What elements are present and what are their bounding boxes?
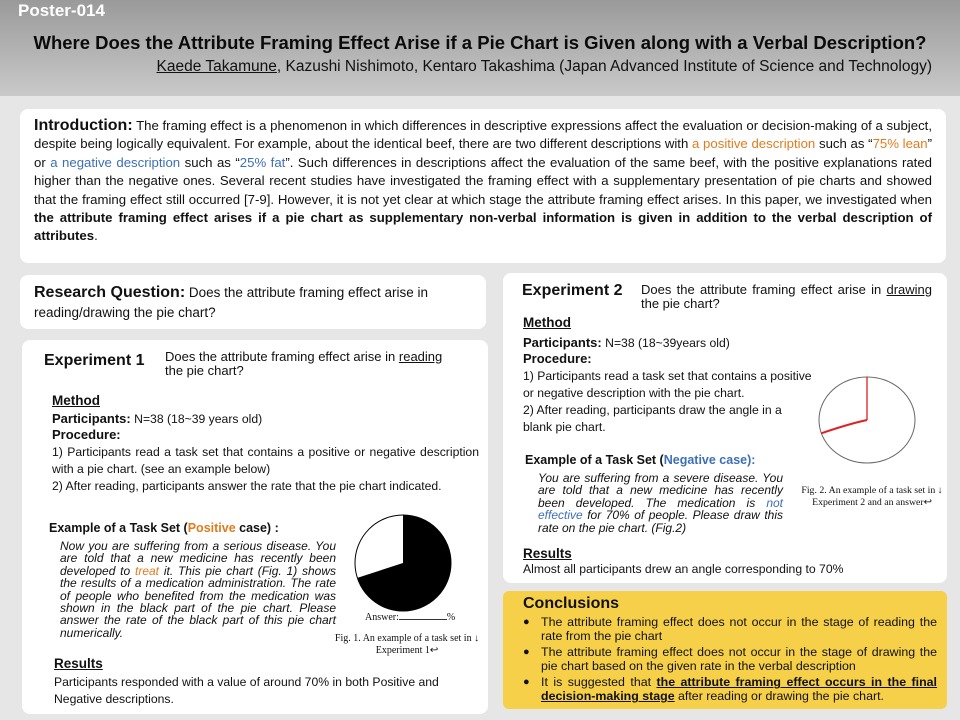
figure-2-pie-chart xyxy=(817,375,917,465)
positive-description: a positive description xyxy=(692,136,816,152)
experiment-2-method-heading: Method xyxy=(523,315,571,330)
conclusion-item: ● The attribute framing effect does not occur in the stage of reading the rate from the pie chart xyxy=(523,616,937,643)
experiment-2-task-text: You are suffering from a severe disease. You are told that a new medicine has recently been developed. The medication is not effective for 70% of people. Please draw this rate on the pie chart. (Fig.2) xyxy=(538,471,783,535)
conclusion-item: ● It is suggested that the attribute framing effect occurs in the final decision-making stage after reading or drawing the pie chart. xyxy=(523,676,937,703)
figure-1-answer-line: Answer: % xyxy=(365,612,456,623)
experiment-1-participants: Participants: N=38 (18~39 years old) xyxy=(52,411,263,426)
positive-example: 75% lean xyxy=(872,136,928,152)
experiment-1-question: Does the attribute framing effect arise in reading the pie chart? xyxy=(165,349,443,378)
experiment-2-title: Experiment 2 xyxy=(522,282,623,299)
experiment-1-panel xyxy=(22,340,488,714)
other-authors: , Kazushi Nishimoto, Kentaro Takashima (Japan Advanced Institute of Science and Technology) xyxy=(276,58,932,75)
experiment-2-question: Does the attribute framing effect arise in drawing the pie chart? xyxy=(641,282,932,311)
experiment-2-step-1: 1) Participants read a task set that contains a positive or negative description with the pie chart. xyxy=(523,369,812,400)
authors xyxy=(157,58,933,76)
conclusions-panel xyxy=(503,591,947,709)
research-question-text: Research Question: Does the attribute framing effect arise in reading/drawing the pie chart? xyxy=(34,284,429,320)
experiment-1-step-1: 1) Participants read a task set that contains a positive or negative description with a pie chart. (see an example below) xyxy=(52,445,479,476)
experiment-2-step-2: 2) After reading, participants draw the angle in a blank pie chart. xyxy=(523,403,782,434)
introduction-key-point: the attribute framing effect arises if a pie chart as supplementary non-verbal information is given in addition to the verbal description of attributes xyxy=(34,210,932,244)
experiment-1-step-2: 2) After reading, participants answer the rate that the pie chart indicated. xyxy=(52,479,442,493)
figure-2-caption: Fig. 2. An example of a task set in ↓ Experiment 2 and an answer↩ xyxy=(801,485,943,508)
figure-1-pie-chart xyxy=(352,512,454,614)
experiment-2-panel xyxy=(503,273,947,583)
introduction-panel xyxy=(20,109,946,263)
presenting-author: Kaede Takamune xyxy=(156,58,277,75)
conclusion-item: ● The attribute framing effect does not occur in the stage of drawing the pie chart based on the given rate in the verbal description xyxy=(523,646,937,673)
experiment-2-example-heading: Example of a Task Set (Negative case): xyxy=(525,453,756,467)
experiment-1-procedure-label: Procedure: xyxy=(52,427,121,442)
experiment-1-results-heading: Results xyxy=(54,656,103,671)
introduction-text: Introduction: The framing effect is a phenomenon in which differences in descriptive expressions affect the evaluation or decision-making of a subject, despite being logically equivalent. For example, about the identical beef, there are two different descriptions with a positive description such as “75% lean” or a negative description such as “25% fat”. Such differences in descriptions affect the evaluation of the same beef, with the positive explanations rated higher than the negative ones. Several recent studies have investigated the framing effect with a supplementary presentation of pie charts and showed that the framing effect still occurred [7-9]. However, it is not yet clear at which stage the attribute framing effect arises. In this paper, we investigated when the attribute framing effect arises if a pie chart as supplementary non-verbal information is given in addition to the verbal description of attributes. xyxy=(34,117,933,244)
experiment-1-title: Experiment 1 xyxy=(44,352,145,369)
experiment-1-task-text: Now you are suffering from a serious disease. You are told that a new medicine has recently been developed to treat it. This pie chart (Fig. 1) shows the results of a medication administration. The rate of people who benefited from the medication was shown in the black part of the pie chart. Please answer the rate of the black part of this pie chart numerically. xyxy=(60,539,337,640)
conclusions-heading: Conclusions xyxy=(523,595,620,612)
experiment-1-method-heading: Method xyxy=(52,393,100,408)
negative-description: a negative description xyxy=(50,154,181,170)
experiment-2-results-text: Almost all participants drew an angle corresponding to 70% xyxy=(523,562,844,576)
experiment-2-results-heading: Results xyxy=(523,546,572,561)
figure-1-caption: Fig. 1. An example of a task set in ↓ Experiment 1↩ xyxy=(334,633,480,656)
negative-example: 25% fat xyxy=(239,154,286,170)
research-question-heading: Research Question: xyxy=(34,284,186,301)
experiment-2-procedure-label: Procedure: xyxy=(523,351,592,366)
conclusions-list xyxy=(523,616,937,707)
research-question-panel xyxy=(20,275,486,329)
experiment-1-results-text: Participants responded with a value of around 70% in both Positive and Negative descriptions. xyxy=(54,675,439,706)
experiment-1-example-heading: Example of a Task Set (Positive case) : xyxy=(49,521,279,535)
introduction-heading: Introduction: xyxy=(34,117,133,134)
experiment-2-participants: Participants: N=38 (18~39years old) xyxy=(523,335,730,350)
poster-title: Where Does the Attribute Framing Effect Arise if a Pie Chart is Given along with a Verbal Description? xyxy=(33,32,927,53)
poster-id: Poster-014 xyxy=(18,1,105,20)
